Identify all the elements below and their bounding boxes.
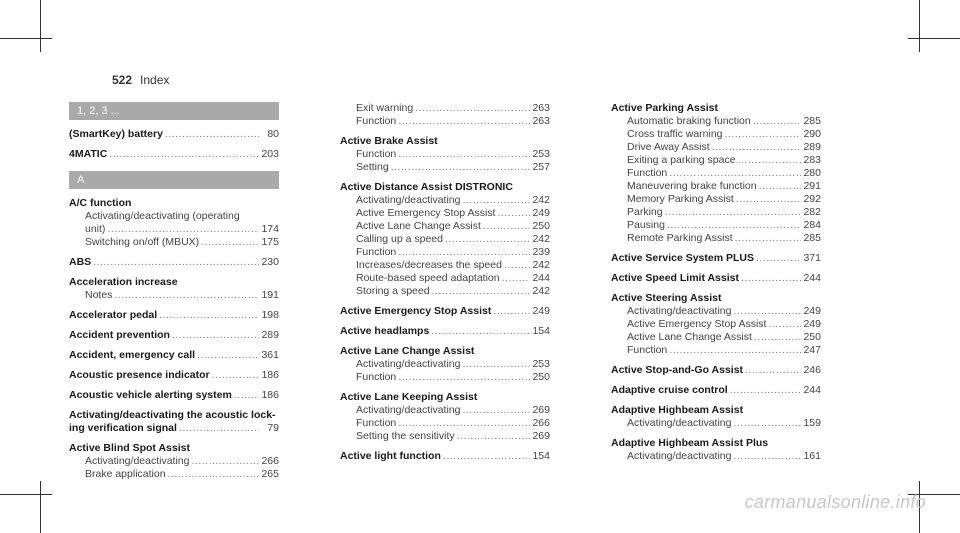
subentry-term: Function	[356, 148, 397, 160]
leader-dots	[712, 141, 801, 154]
index-subentry-row[interactable]	[340, 358, 550, 371]
index-entry-row[interactable]	[69, 369, 279, 382]
index-entry	[340, 135, 550, 174]
leader-dots	[443, 450, 530, 463]
page-reference[interactable]: 269	[532, 404, 550, 416]
subentry-term: Activating/deactivating	[356, 194, 461, 206]
index-section-header: 1, 2, 3 ...	[69, 102, 279, 120]
subentry-term: Cross traffic warning	[627, 128, 723, 140]
index-subentry-row[interactable]	[611, 331, 821, 344]
index-entry	[340, 391, 550, 443]
page-reference[interactable]: 283	[803, 154, 821, 166]
index-subentry-row[interactable]	[611, 305, 821, 318]
page-reference[interactable]: 242	[532, 194, 550, 206]
entry-term: Active Service System PLUS	[611, 252, 754, 264]
page-reference[interactable]: 154	[532, 325, 550, 337]
leader-dots	[733, 305, 801, 318]
leader-dots	[759, 180, 801, 193]
subentry-term: Parking	[627, 206, 663, 218]
index-entry	[69, 442, 279, 481]
leader-dots	[179, 422, 259, 435]
index-entry	[340, 450, 550, 463]
leader-dots	[398, 115, 530, 128]
leader-dots	[234, 389, 259, 402]
page-reference[interactable]: 361	[261, 349, 279, 361]
leader-dots	[745, 364, 801, 377]
index-entry	[69, 389, 279, 402]
subentry-term: Calling up a speed	[356, 233, 443, 245]
index-entry	[69, 276, 279, 302]
entry-term: ing verification signal	[69, 422, 177, 434]
page-reference[interactable]: 266	[261, 455, 279, 467]
page-reference[interactable]: 250	[532, 371, 550, 383]
subentry-term: Drive Away Assist	[627, 141, 710, 153]
leader-dots	[736, 193, 801, 206]
index-subentry-row[interactable]	[340, 272, 550, 285]
index-entry	[611, 364, 821, 377]
index-entry	[69, 329, 279, 342]
subentry-term: Active Emergency Stop Assist	[627, 318, 767, 330]
page-reference[interactable]: 263	[532, 115, 550, 127]
page-reference[interactable]: 186	[261, 369, 279, 381]
index-entry	[69, 197, 279, 249]
index-entry	[340, 181, 550, 298]
subentry-term: Activating/deactivating	[85, 455, 190, 467]
leader-dots	[462, 358, 530, 371]
index-entry-row	[611, 102, 821, 115]
page-reference[interactable]: 266	[532, 417, 550, 429]
page-reference[interactable]: 198	[261, 309, 279, 321]
index-subentry-row[interactable]	[69, 236, 279, 249]
page-number: 522	[112, 73, 133, 87]
index-subentry-row[interactable]	[611, 128, 821, 141]
index-entry	[69, 148, 279, 161]
entry-term: Active Lane Change Assist	[340, 345, 475, 357]
subentry-term: Brake application	[85, 468, 166, 480]
subentry-term: Increases/decreases the speed	[356, 259, 502, 271]
leader-dots	[733, 417, 801, 430]
index-subentry-row[interactable]	[69, 468, 279, 481]
leader-dots	[733, 450, 801, 463]
subentry-term: Exiting a parking space	[627, 154, 736, 166]
index-entry	[69, 349, 279, 362]
entry-term: Acoustic vehicle alerting system	[69, 389, 232, 401]
index-subentry-row[interactable]	[611, 115, 821, 128]
subentry-term: Route-based speed adaptation	[356, 272, 500, 284]
leader-dots	[665, 206, 801, 219]
page-reference[interactable]: 265	[261, 468, 279, 480]
index-subentry-row[interactable]	[340, 233, 550, 246]
page-reference[interactable]: 285	[803, 115, 821, 127]
index-entry	[340, 325, 550, 338]
leader-dots	[741, 272, 801, 285]
page-reference[interactable]: 263	[532, 102, 550, 114]
page-reference[interactable]: 290	[803, 128, 821, 140]
index-subentry-row[interactable]	[611, 318, 821, 331]
leader-dots	[462, 404, 530, 417]
index-subentry-row[interactable]	[340, 371, 550, 384]
entry-term: Active Stop-and-Go Assist	[611, 364, 744, 376]
index-subentry-row[interactable]	[611, 219, 821, 232]
page-reference[interactable]: 250	[532, 220, 550, 232]
leader-dots	[754, 331, 801, 344]
leader-dots	[669, 344, 801, 357]
entry-term: Adaptive Highbeam Assist	[611, 404, 744, 416]
leader-dots	[212, 369, 259, 382]
index-entry	[611, 252, 821, 265]
index-subentry-row[interactable]	[340, 404, 550, 417]
index-entry-row[interactable]	[69, 422, 279, 435]
subentry-term: Activating/deactivating	[356, 404, 461, 416]
index-subentry-row[interactable]	[611, 206, 821, 219]
index-subentry-row[interactable]	[611, 450, 821, 463]
page-reference[interactable]: 79	[267, 422, 279, 434]
index-subentry-row[interactable]	[340, 148, 550, 161]
subentry-term: Setting the sensitivity	[356, 430, 455, 442]
subentry-term: Activating/deactivating	[627, 305, 732, 317]
index-subentry-row[interactable]	[69, 289, 279, 302]
page-title: Index	[140, 73, 170, 87]
page-reference[interactable]: 282	[803, 206, 821, 218]
index-entry-row[interactable]	[69, 349, 279, 362]
page-reference[interactable]: 285	[803, 232, 821, 244]
subentry-term: Exit warning	[356, 102, 414, 114]
index-entry-row[interactable]	[340, 305, 550, 318]
entry-term: Active Lane Keeping Assist	[340, 391, 478, 403]
index-entry-row[interactable]	[69, 309, 279, 322]
leader-dots	[114, 289, 259, 302]
index-entry-row[interactable]	[340, 450, 550, 463]
index-entry-row[interactable]	[69, 256, 279, 269]
index-section-header: A	[69, 171, 279, 189]
index-entry-row[interactable]	[69, 148, 279, 161]
leader-dots	[197, 349, 259, 362]
index-subentry-row[interactable]	[340, 285, 550, 298]
leader-dots	[172, 329, 259, 342]
index-entry	[69, 369, 279, 382]
entry-term: Active Speed Limit Assist	[611, 272, 739, 284]
leader-dots	[504, 259, 530, 272]
entry-term: Activating/deactivating the acoustic lock-	[69, 409, 276, 421]
subentry-term: Notes	[85, 289, 113, 301]
watermark: carmanualsonline.info	[744, 492, 926, 512]
index-entry-row[interactable]	[611, 384, 821, 397]
index-subentry-row[interactable]	[69, 455, 279, 468]
index-entry	[611, 272, 821, 285]
leader-dots	[756, 252, 801, 265]
index-entry	[340, 345, 550, 384]
index-entry-row	[611, 292, 821, 305]
entry-term: Adaptive Highbeam Assist Plus	[611, 437, 769, 449]
leader-dots	[432, 285, 530, 298]
page-reference[interactable]: 371	[803, 252, 821, 264]
subentry-term: Function	[356, 115, 397, 127]
leader-dots	[431, 325, 530, 338]
leader-dots	[159, 309, 259, 322]
page-reference[interactable]: 289	[803, 141, 821, 153]
leader-dots	[398, 148, 530, 161]
entry-term: Active light function	[340, 450, 441, 462]
index-subentry-row[interactable]	[340, 102, 550, 115]
index-entry-continued	[340, 102, 550, 128]
page-reference[interactable]: 191	[261, 289, 279, 301]
index-column-3	[611, 102, 821, 470]
page-reference[interactable]: 280	[803, 167, 821, 179]
entry-term: Active Distance Assist DISTRONIC	[340, 181, 513, 193]
subentry-term: Active Emergency Stop Assist	[356, 207, 496, 219]
index-column-1	[69, 102, 279, 488]
index-entry-row[interactable]	[340, 325, 550, 338]
leader-dots	[753, 115, 801, 128]
index-entry	[611, 437, 821, 463]
page-reference[interactable]: 249	[532, 305, 550, 317]
page-reference[interactable]: 257	[532, 161, 550, 173]
index-subentry-row[interactable]	[340, 161, 550, 174]
index-entry-row	[340, 391, 550, 404]
subentry-term: Activating/deactivating	[627, 417, 732, 429]
leader-dots	[768, 318, 801, 331]
index-entry	[611, 102, 821, 245]
index-entry-row[interactable]	[69, 389, 279, 402]
subentry-term: Maneuvering brake function	[627, 180, 757, 192]
subentry-term: Setting	[356, 161, 389, 173]
page-reference[interactable]: 159	[803, 417, 821, 429]
page-reference[interactable]: 250	[803, 331, 821, 343]
page-reference[interactable]: 174	[261, 223, 279, 235]
index-subentry-row[interactable]	[611, 167, 821, 180]
subentry-term: Storing a speed	[356, 285, 430, 297]
page-reference[interactable]: 161	[803, 450, 821, 462]
page-reference[interactable]: 249	[803, 305, 821, 317]
leader-dots	[191, 455, 259, 468]
page-reference[interactable]: 253	[532, 358, 550, 370]
entry-term: Accident, emergency call	[69, 349, 196, 361]
index-entry	[69, 409, 279, 435]
index-entry-row	[69, 442, 279, 455]
index-subentry-row[interactable]	[340, 194, 550, 207]
leader-dots	[201, 236, 259, 249]
leader-dots	[398, 417, 530, 430]
page-reference[interactable]: 291	[803, 180, 821, 192]
index-entry-row	[69, 197, 279, 210]
subentry-term: Activating/deactivating (operating	[85, 210, 240, 222]
entry-term: Accident prevention	[69, 329, 170, 341]
page-reference[interactable]: 80	[267, 128, 279, 140]
entry-term: Adaptive cruise control	[611, 384, 728, 396]
index-entry	[340, 305, 550, 318]
page-reference[interactable]: 203	[261, 148, 279, 160]
page-reference[interactable]: 246	[803, 364, 821, 376]
index-entry-row	[611, 404, 821, 417]
page-reference[interactable]: 244	[803, 384, 821, 396]
entry-term: Active Parking Assist	[611, 102, 718, 114]
subentry-term: Memory Parking Assist	[627, 193, 734, 205]
leader-dots	[107, 223, 259, 236]
subentry-term: Switching on/off (MBUX)	[85, 236, 200, 248]
page-reference[interactable]: 186	[261, 389, 279, 401]
index-subentry-row[interactable]	[611, 180, 821, 193]
index-subentry-row[interactable]	[340, 417, 550, 430]
leader-dots	[391, 161, 530, 174]
index-subentry-row[interactable]	[340, 220, 550, 233]
index-subentry-row[interactable]	[340, 115, 550, 128]
index-subentry-row[interactable]	[611, 417, 821, 430]
subentry-term: Function	[627, 167, 668, 179]
index-column-2	[340, 102, 550, 470]
entry-term: Active Emergency Stop Assist	[340, 305, 492, 317]
entry-term: Acoustic presence indicator	[69, 369, 210, 381]
index-subentry-row[interactable]	[340, 246, 550, 259]
page-reference[interactable]: 249	[803, 318, 821, 330]
subentry-term: Activating/deactivating	[356, 358, 461, 370]
index-entry-row[interactable]	[69, 329, 279, 342]
leader-dots	[398, 246, 530, 259]
entry-term: 4MATIC	[69, 148, 108, 160]
leader-dots	[725, 128, 801, 141]
subentry-term: Automatic braking function	[627, 115, 751, 127]
subentry-term: Function	[356, 417, 397, 429]
index-entry-row	[340, 345, 550, 358]
page-reference[interactable]: 154	[532, 450, 550, 462]
subentry-term: Active Lane Change Assist	[356, 220, 481, 232]
leader-dots	[415, 102, 530, 115]
page-reference[interactable]: 269	[532, 430, 550, 442]
entry-term: Active Steering Assist	[611, 292, 722, 304]
index-subentry-row[interactable]	[611, 232, 821, 245]
page-reference[interactable]: 239	[532, 246, 550, 258]
index-entry-row[interactable]	[611, 252, 821, 265]
leader-dots	[667, 219, 801, 232]
index-entry	[611, 404, 821, 430]
page-reference[interactable]: 242	[532, 259, 550, 271]
index-subentry-row[interactable]	[69, 223, 279, 236]
index-entry-row[interactable]	[611, 364, 821, 377]
page-reference[interactable]: 253	[532, 148, 550, 160]
index-subentry-row[interactable]	[340, 259, 550, 272]
leader-dots	[165, 128, 259, 141]
leader-dots	[735, 232, 801, 245]
page-reference[interactable]: 284	[803, 219, 821, 231]
index-subentry-row[interactable]	[611, 193, 821, 206]
entry-term: Accelerator pedal	[69, 309, 158, 321]
subentry-term: Function	[356, 246, 397, 258]
entry-term: Active Brake Assist	[340, 135, 438, 147]
leader-dots	[398, 371, 530, 384]
index-entry-row	[69, 276, 279, 289]
leader-dots	[497, 207, 530, 220]
index-subentry-row[interactable]	[611, 141, 821, 154]
leader-dots	[93, 256, 259, 269]
page-reference[interactable]: 249	[532, 207, 550, 219]
subentry-term: unit)	[85, 223, 106, 235]
index-entry-row[interactable]	[611, 272, 821, 285]
subentry-term: Remote Parking Assist	[627, 232, 733, 244]
index-entry-row[interactable]	[69, 128, 279, 141]
leader-dots	[462, 194, 530, 207]
page-reference[interactable]: 244	[532, 272, 550, 284]
index-entry	[69, 128, 279, 141]
index-entry-row	[340, 135, 550, 148]
entry-term: ABS	[69, 256, 92, 268]
index-entry	[611, 384, 821, 397]
page-reference[interactable]: 289	[261, 329, 279, 341]
page-reference[interactable]: 247	[803, 344, 821, 356]
leader-dots	[738, 154, 801, 167]
subentry-term: Pausing	[627, 219, 665, 231]
index-subentry-row[interactable]	[611, 344, 821, 357]
page-reference[interactable]: 244	[803, 272, 821, 284]
index-entry	[69, 256, 279, 269]
leader-dots	[493, 305, 530, 318]
leader-dots	[730, 384, 801, 397]
page-reference[interactable]: 242	[532, 285, 550, 297]
leader-dots	[669, 167, 801, 180]
subentry-term: Activating/deactivating	[627, 450, 732, 462]
index-entry	[611, 292, 821, 357]
leader-dots	[483, 220, 530, 233]
leader-dots	[457, 430, 530, 443]
page-reference[interactable]: 175	[261, 236, 279, 248]
subentry-term: Function	[356, 371, 397, 383]
page-reference[interactable]: 230	[261, 256, 279, 268]
entry-term: Active Blind Spot Assist	[69, 442, 190, 454]
index-subentry-row[interactable]	[611, 154, 821, 167]
entry-term: Active headlamps	[340, 325, 430, 337]
leader-dots	[168, 468, 259, 481]
index-entry-row	[340, 181, 550, 194]
page-reference[interactable]: 292	[803, 193, 821, 205]
index-subentry-row[interactable]	[340, 207, 550, 220]
leader-dots	[445, 233, 530, 246]
entry-term: (SmartKey) battery	[69, 128, 163, 140]
index-entry	[69, 309, 279, 322]
entry-term: A/C function	[69, 197, 132, 209]
entry-term: Acceleration increase	[69, 276, 178, 288]
page-reference[interactable]: 242	[532, 233, 550, 245]
page-header	[112, 73, 169, 87]
leader-dots	[109, 148, 259, 161]
leader-dots	[502, 272, 530, 285]
index-subentry-row[interactable]	[340, 430, 550, 443]
subentry-term: Function	[627, 344, 668, 356]
index-entry-row	[611, 437, 821, 450]
subentry-term: Active Lane Change Assist	[627, 331, 752, 343]
